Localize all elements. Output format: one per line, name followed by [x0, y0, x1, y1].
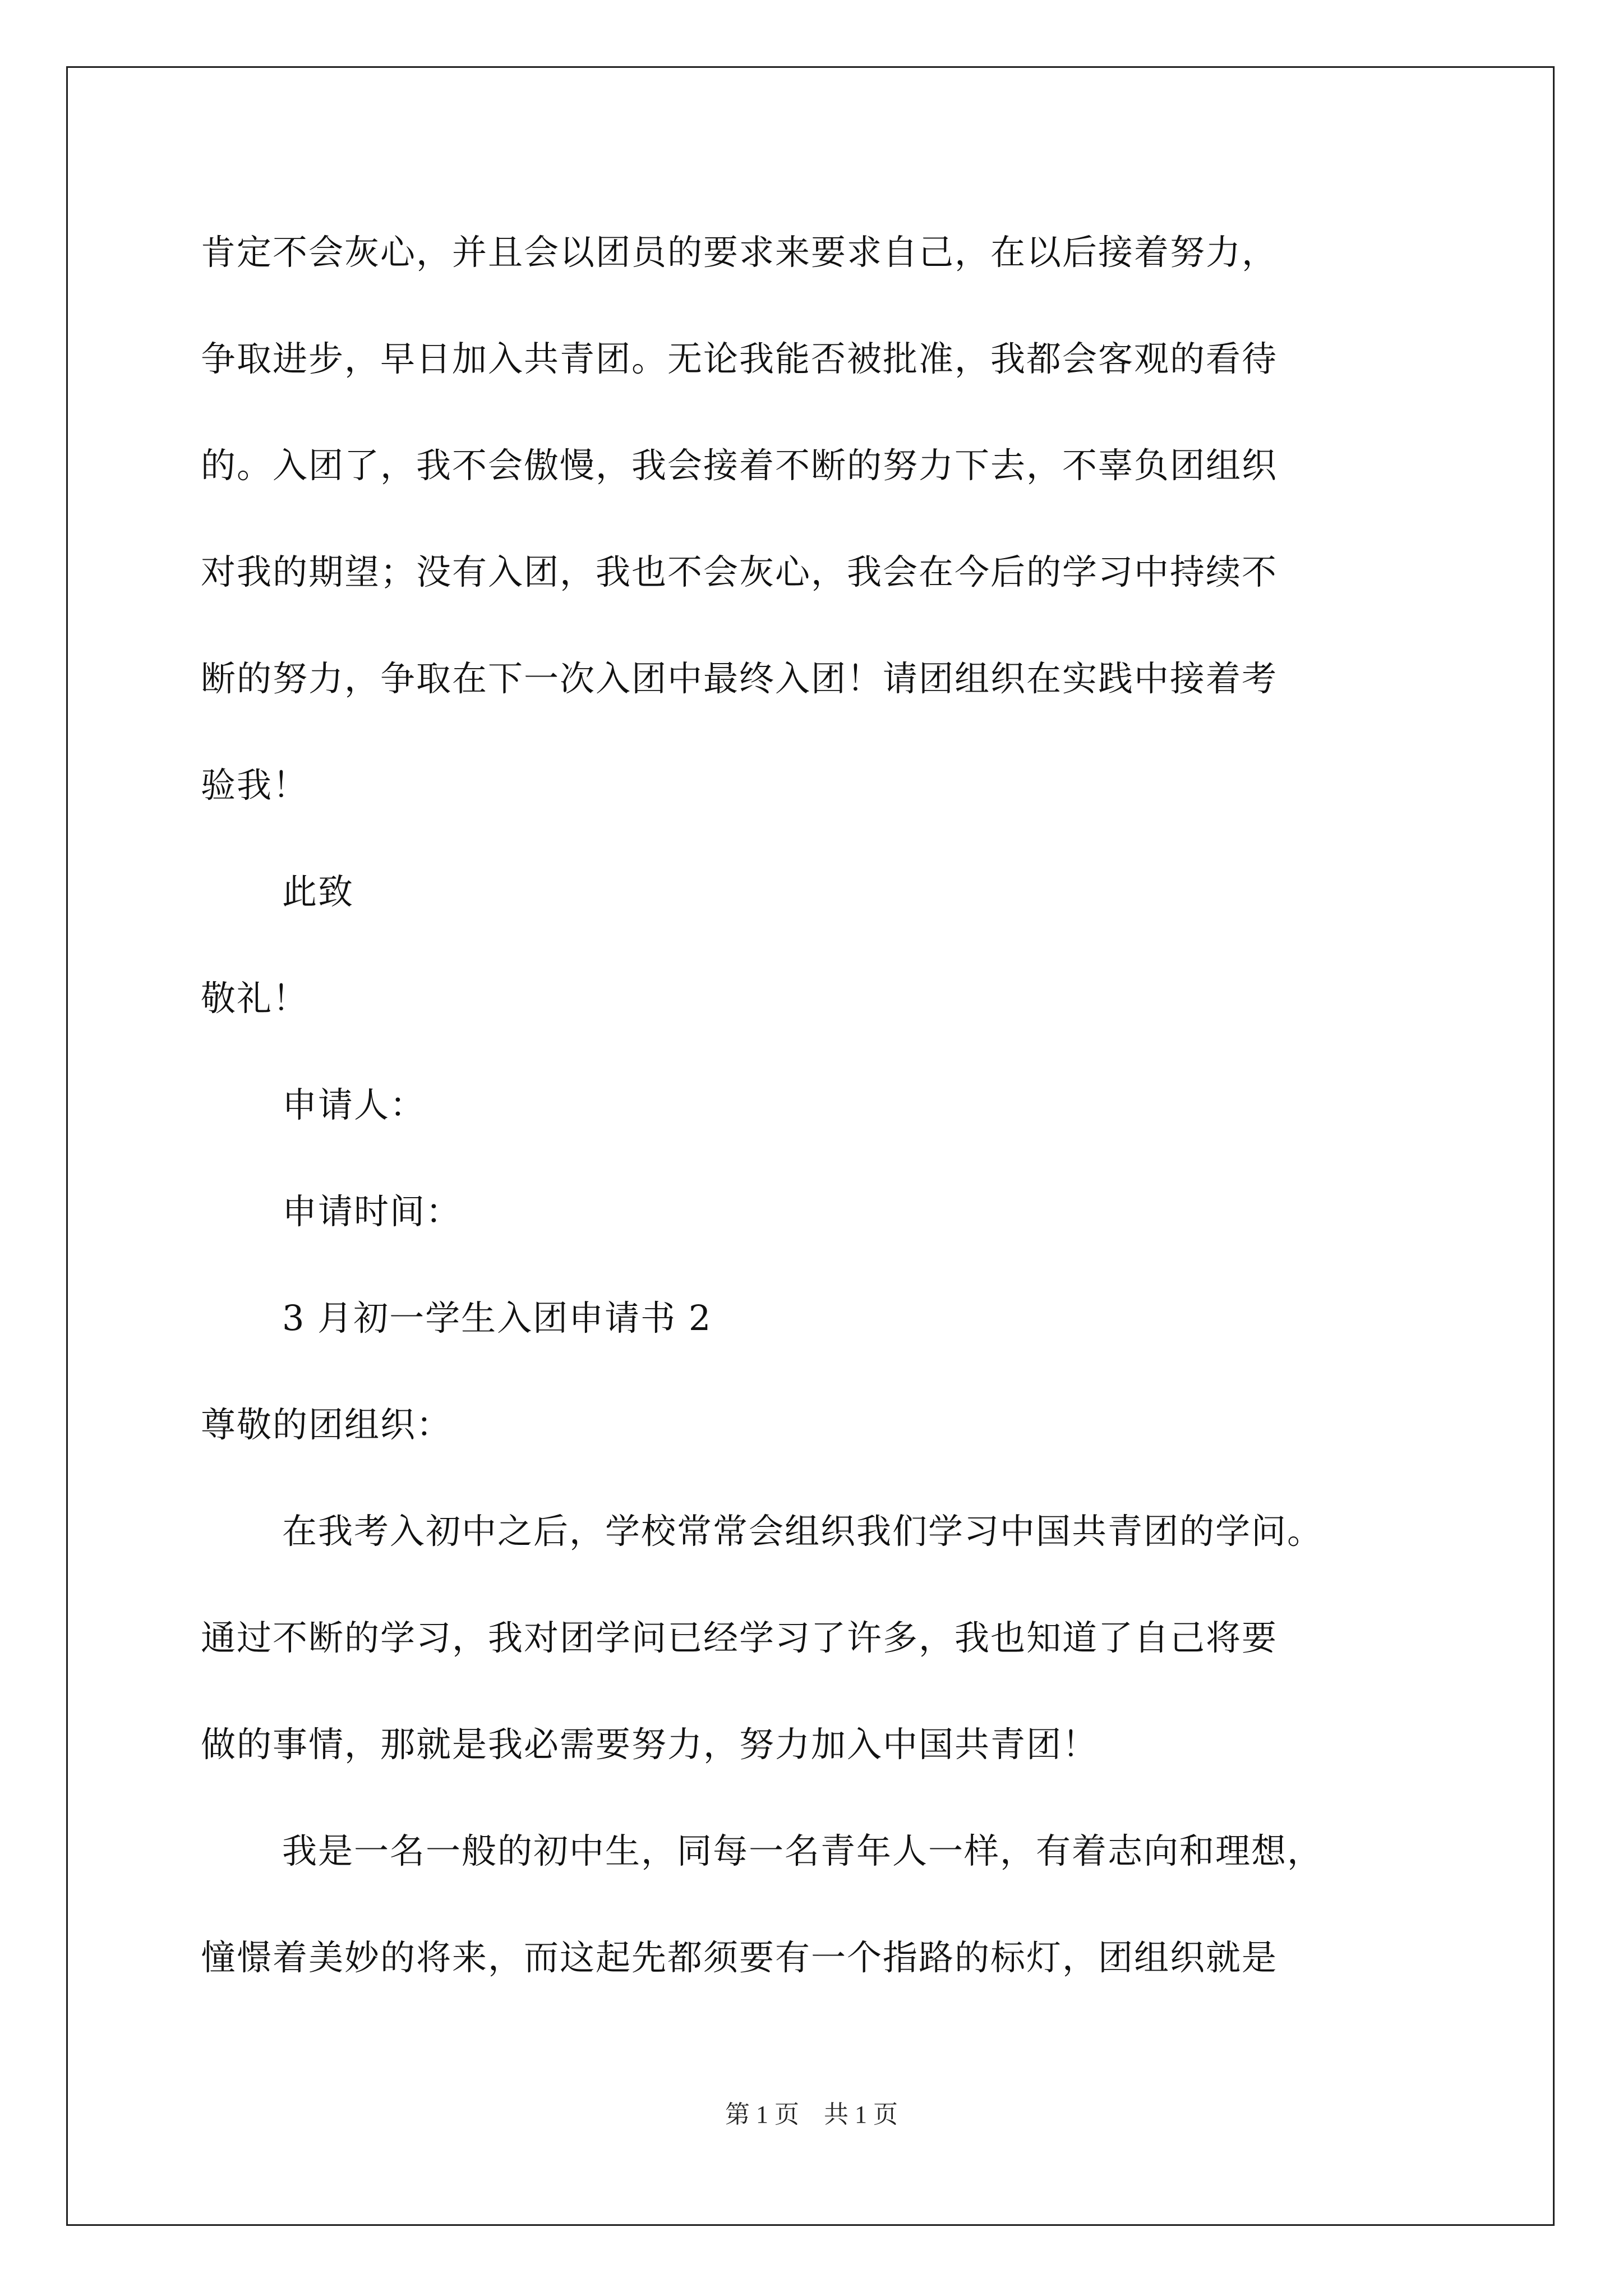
body-line: 的。入团了，我不会傲慢，我会接着不断的努力下去，不辜负团组织 [201, 445, 1278, 486]
body-line: 断的努力，争取在下一次入团中最终入团！请团组织在实践中接着考 [201, 658, 1278, 699]
body-line: 我是一名一般的初中生，同每一名青年人一样，有着志向和理想， [282, 1830, 1324, 1871]
page-footer: 第 1 页 共 1 页 [725, 2101, 898, 2128]
body-line: 争取进步，早日加入共青团。无论我能否被批准，我都会客观的看待 [201, 338, 1278, 379]
body-line: 做的事情，那就是我必需要努力，努力加入中国共青团！ [201, 1724, 1099, 1765]
closing-respect: 敬礼！ [201, 978, 309, 1019]
body-line: 憧憬着美妙的将来，而这起先都须要有一个指路的标灯，团组织就是 [201, 1937, 1278, 1978]
applicant-label: 申请人： [282, 1084, 426, 1125]
section-heading: 3 月初一学生入团申请书 2 [282, 1297, 712, 1338]
application-date-label: 申请时间： [282, 1191, 462, 1232]
letter-greeting: 尊敬的团组织： [201, 1404, 453, 1445]
body-line: 肯定不会灰心，并且会以团员的要求来要求自己，在以后接着努力， [201, 232, 1278, 273]
body-line: 对我的期望；没有入团，我也不会灰心，我会在今后的学习中持续不 [201, 551, 1278, 592]
page-border [66, 66, 1555, 2226]
body-line: 通过不断的学习，我对团学问已经学习了许多，我也知道了自己将要 [201, 1617, 1278, 1658]
body-line: 验我！ [201, 765, 309, 806]
closing-salutation: 此致 [282, 871, 354, 912]
body-line: 在我考入初中之后，学校常常会组织我们学习中国共青团的学问。 [282, 1511, 1324, 1552]
